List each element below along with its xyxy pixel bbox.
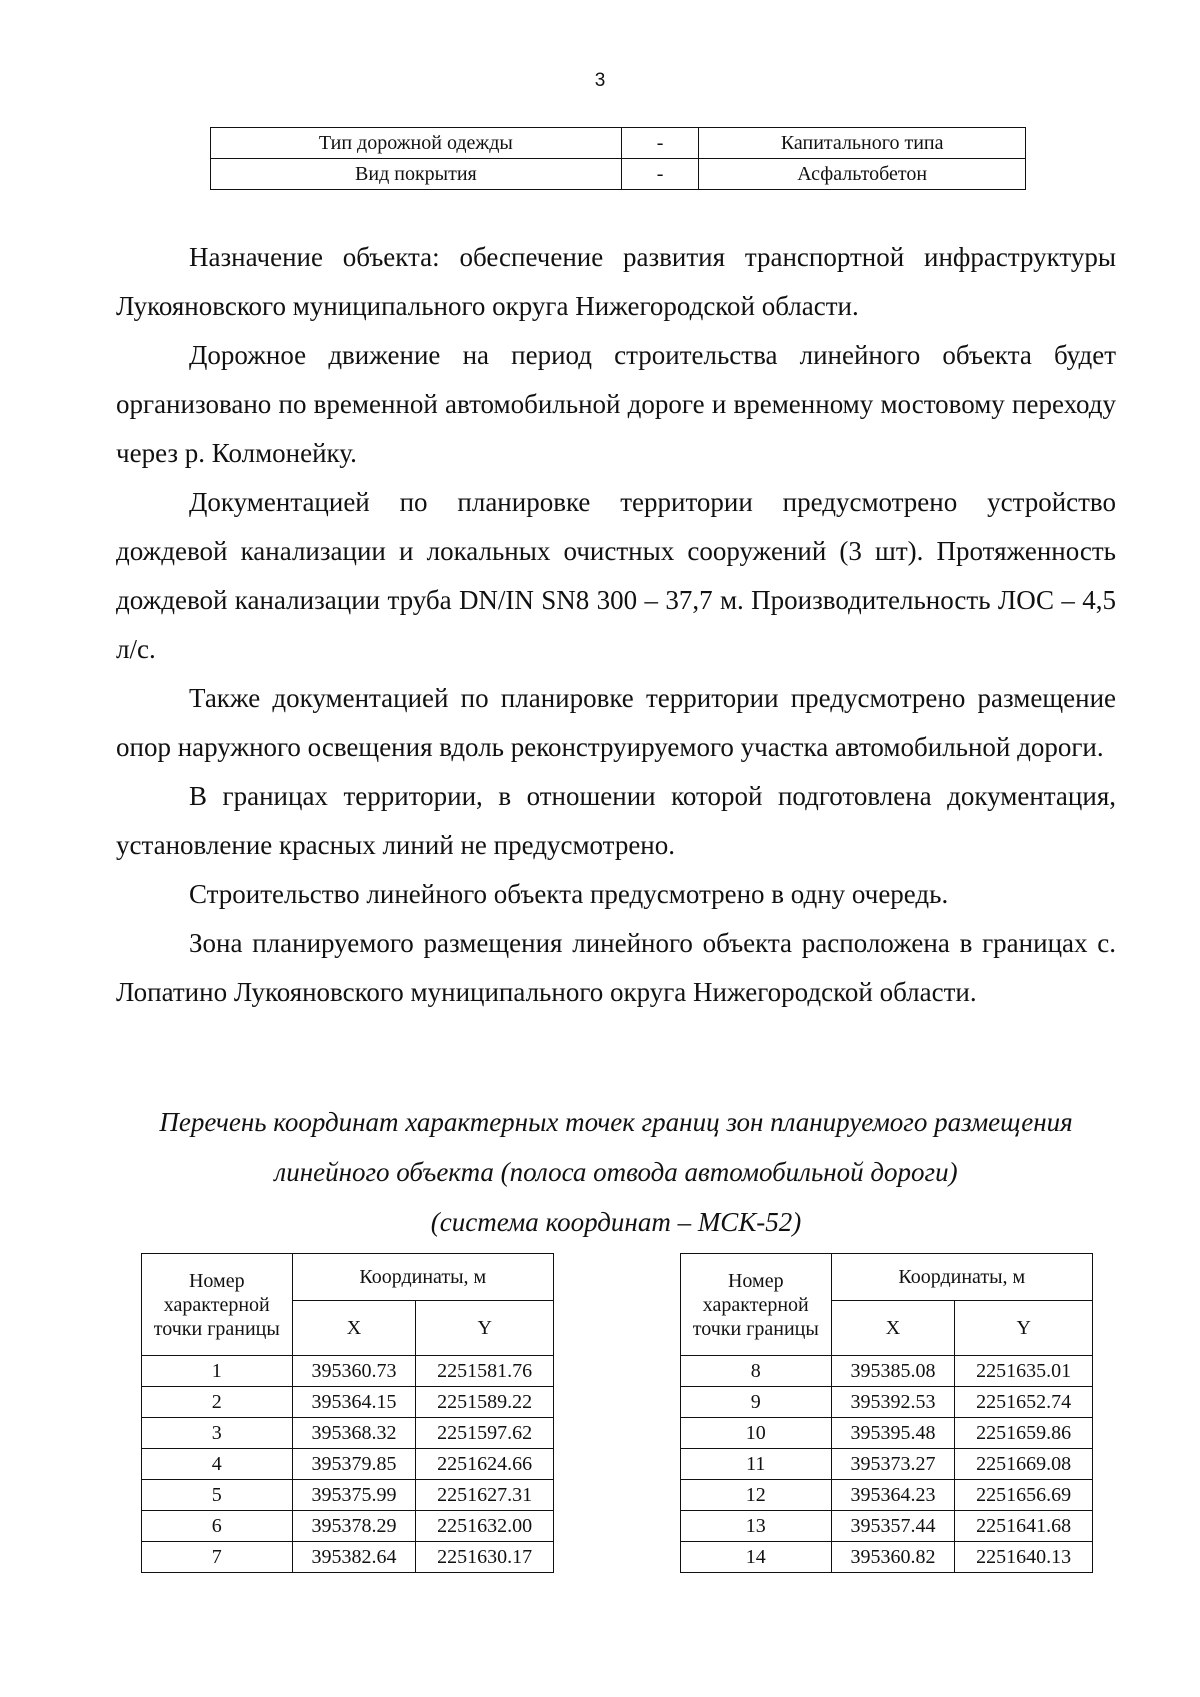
point-number-cell: 4 [142,1449,293,1480]
table-row [142,1387,554,1418]
x-coordinate-cell: 395357.44 [831,1511,955,1542]
coordinates-table-left [141,1253,554,1573]
table-row [681,1511,1093,1542]
point-number-cell: 9 [681,1387,832,1418]
table-row [681,1480,1093,1511]
table-header-row [142,1254,554,1301]
y-coordinate-cell: 2251659.86 [955,1418,1093,1449]
y-coordinate-cell: 2251640.13 [955,1542,1093,1573]
header-point-number: Номер характерной точки границы [681,1254,832,1356]
paragraph-red-lines: В границах территории, в отношении которой подготовлена документация, установление красных линий не предусмотрено. [116,781,1116,860]
y-coordinate-cell: 2251635.01 [955,1356,1093,1387]
paragraph-purpose: Назначение объекта: обеспечение развития транспортной инфраструктуры Лукояновского муниципального округа Нижегородской области. [116,242,1116,321]
y-coordinate-cell: 2251630.17 [416,1542,554,1573]
x-coordinate-cell: 395392.53 [831,1387,955,1418]
caption-line: (система координат – МСК-52) [430,1207,802,1237]
coordinates-caption [116,1097,1116,1247]
header-x: X [292,1301,416,1356]
page-number: 3 [594,70,606,91]
x-coordinate-cell: 395378.29 [292,1511,416,1542]
point-number-cell: 2 [142,1387,293,1418]
table-row [142,1480,554,1511]
caption-line: линейного объекта (полоса отвода автомобильной дороги) [274,1157,958,1187]
road-properties-table [210,127,1026,190]
coordinates-body-right [681,1356,1093,1573]
x-coordinate-cell: 395360.73 [292,1356,416,1387]
x-coordinate-cell: 395360.82 [831,1542,955,1573]
point-number-cell: 11 [681,1449,832,1480]
table-row [681,1449,1093,1480]
x-coordinate-cell: 395375.99 [292,1480,416,1511]
point-number-cell: 6 [142,1511,293,1542]
property-value: Капитального типа [699,128,1026,159]
y-coordinate-cell: 2251627.31 [416,1480,554,1511]
table-header-row [681,1254,1093,1301]
y-coordinate-cell: 2251669.08 [955,1449,1093,1480]
x-coordinate-cell: 395385.08 [831,1356,955,1387]
x-coordinate-cell: 395364.23 [831,1480,955,1511]
paragraph-construction-stage: Строительство линейного объекта предусмотрено в одну очередь. [189,879,949,909]
point-number-cell: 8 [681,1356,832,1387]
table-row [142,1542,554,1573]
table-row [681,1418,1093,1449]
y-coordinate-cell: 2251589.22 [416,1387,554,1418]
header-y: Y [416,1301,554,1356]
y-coordinate-cell: 2251632.00 [416,1511,554,1542]
header-coordinates: Координаты, м [831,1254,1092,1301]
paragraph-traffic: Дорожное движение на период строительства линейного объекта будет организовано по временной автомобильной дороге и временному мостовому переходу через р. Колмонейку. [116,340,1116,468]
property-unit: - [621,128,699,159]
table-row [142,1418,554,1449]
property-value: Асфальтобетон [699,159,1026,190]
y-coordinate-cell: 2251581.76 [416,1356,554,1387]
point-number-cell: 12 [681,1480,832,1511]
x-coordinate-cell: 395379.85 [292,1449,416,1480]
table-row [211,159,1026,190]
point-number-cell: 13 [681,1511,832,1542]
property-unit: - [621,159,699,190]
table-row [681,1542,1093,1573]
property-name: Вид покрытия [211,159,622,190]
property-name: Тип дорожной одежды [211,128,622,159]
y-coordinate-cell: 2251624.66 [416,1449,554,1480]
coordinates-body-left [142,1356,554,1573]
x-coordinate-cell: 395368.32 [292,1418,416,1449]
table-row [681,1387,1093,1418]
y-coordinate-cell: 2251656.69 [955,1480,1093,1511]
point-number-cell: 1 [142,1356,293,1387]
table-row [681,1356,1093,1387]
point-number-cell: 5 [142,1480,293,1511]
table-row [211,128,1026,159]
table-row [142,1511,554,1542]
y-coordinate-cell: 2251652.74 [955,1387,1093,1418]
y-coordinate-cell: 2251641.68 [955,1511,1093,1542]
paragraph-location: Зона планируемого размещения линейного объекта расположена в границах с. Лопатино Лукояновского муниципального округа Нижегородской области. [116,928,1116,1007]
x-coordinate-cell: 395373.27 [831,1449,955,1480]
header-x: X [831,1301,955,1356]
header-point-number: Номер характерной точки границы [142,1254,293,1356]
x-coordinate-cell: 395395.48 [831,1418,955,1449]
y-coordinate-cell: 2251597.62 [416,1418,554,1449]
point-number-cell: 7 [142,1542,293,1573]
x-coordinate-cell: 395364.15 [292,1387,416,1418]
table-row [142,1356,554,1387]
x-coordinate-cell: 395382.64 [292,1542,416,1573]
header-coordinates: Координаты, м [292,1254,553,1301]
body-text [116,233,1116,1017]
caption-line: Перечень координат характерных точек границ зон планируемого размещения [159,1107,1073,1137]
point-number-cell: 10 [681,1418,832,1449]
paragraph-drainage: Документацией по планировке территории предусмотрено устройство дождевой канализации и локальных очистных сооружений (3 шт). Протяженность дождевой канализации труба DN/IN SN8 300 – 37,7 м. Производительность ЛОС – 4,5 л/с. [116,487,1116,664]
point-number-cell: 3 [142,1418,293,1449]
header-y: Y [955,1301,1093,1356]
point-number-cell: 14 [681,1542,832,1573]
coordinates-table-right [680,1253,1093,1573]
table-row [142,1449,554,1480]
paragraph-lighting: Также документацией по планировке территории предусмотрено размещение опор наружного освещения вдоль реконструируемого участка автомобильной дороги. [116,683,1116,762]
